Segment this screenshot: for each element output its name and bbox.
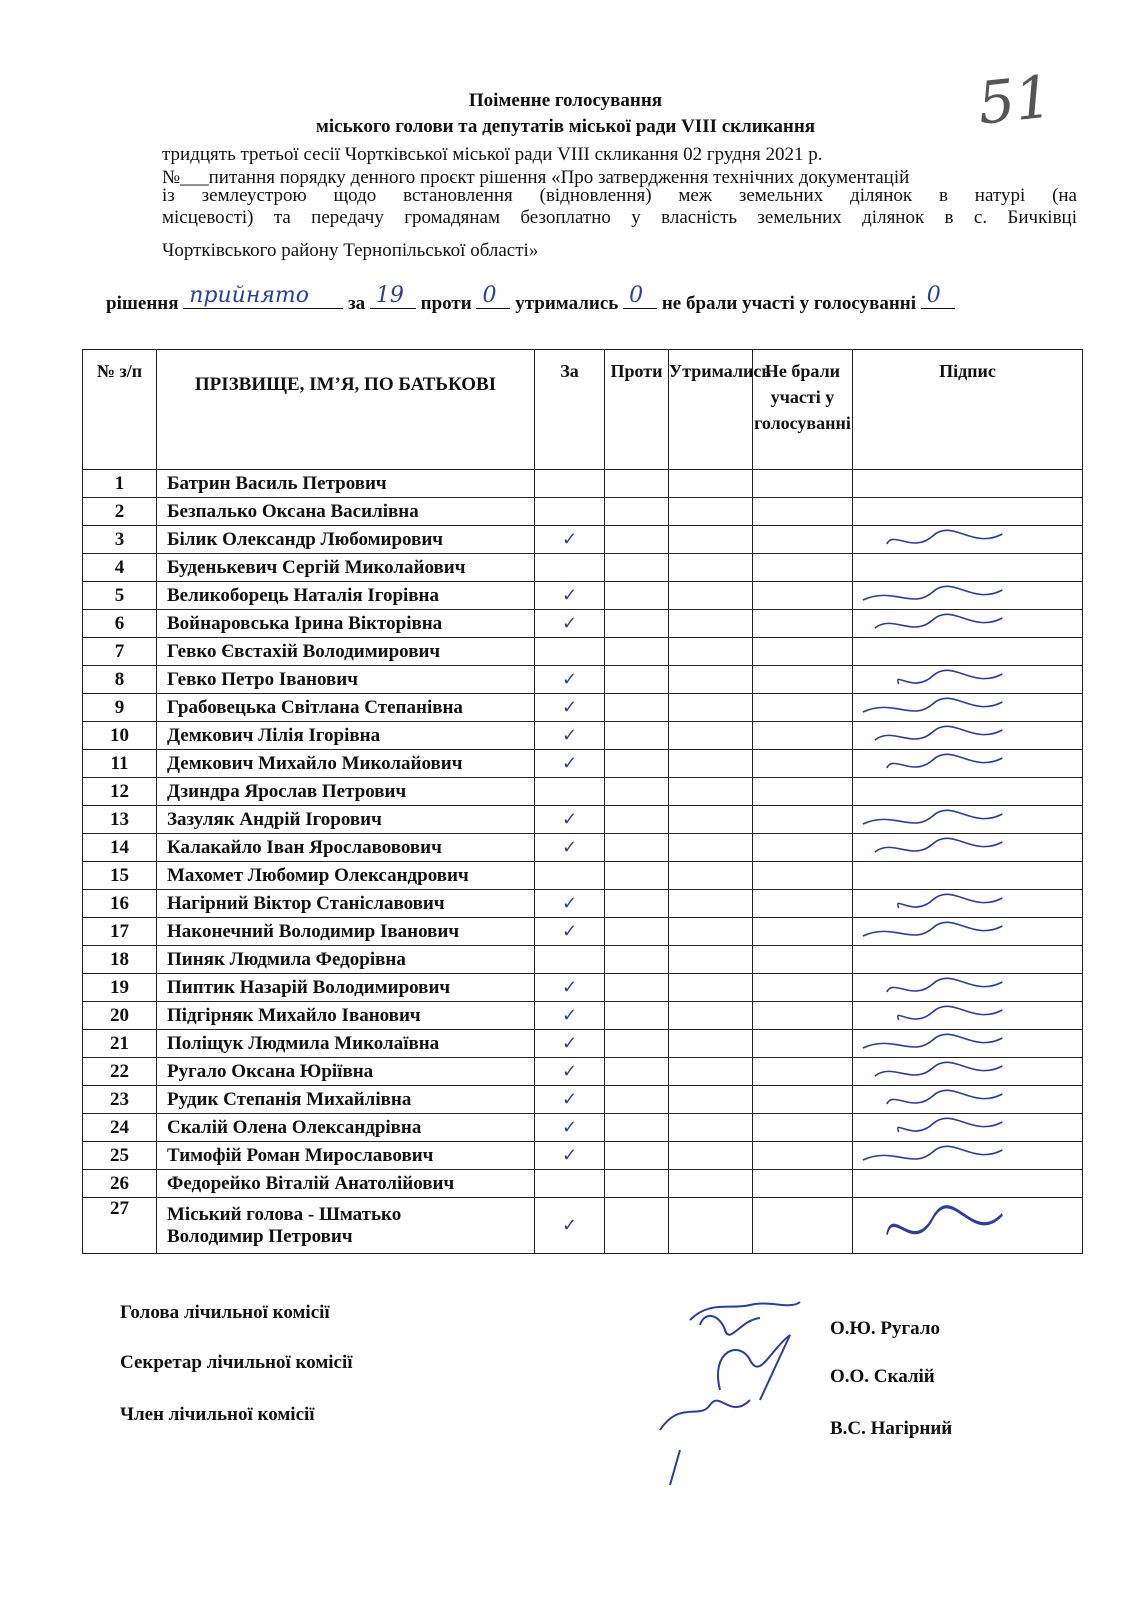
vote-not-participated-cell <box>753 778 853 806</box>
vote-for-cell <box>535 638 605 666</box>
row-name: Білик Олександр Любомирович <box>157 526 535 554</box>
vote-against-cell <box>605 638 669 666</box>
signature-cell <box>853 526 1083 554</box>
signature-cell <box>853 582 1083 610</box>
page-number-handwritten: 51 <box>974 62 1056 138</box>
signature-mark <box>853 722 1082 749</box>
signature-mark <box>853 890 1082 917</box>
signature-mark <box>853 666 1082 693</box>
vote-abstained-cell <box>669 862 753 890</box>
row-name: Пиптик Назарій Володимирович <box>157 974 535 1002</box>
row-number: 8 <box>83 666 157 694</box>
vote-not-participated-cell <box>753 582 853 610</box>
row-number: 4 <box>83 554 157 582</box>
vote-against-cell <box>605 666 669 694</box>
vote-abstained-cell <box>669 1086 753 1114</box>
vote-abstained-cell <box>669 554 753 582</box>
vote-not-participated-cell <box>753 722 853 750</box>
vote-against-cell <box>605 470 669 498</box>
row-number: 5 <box>83 582 157 610</box>
against-count: 0 <box>482 283 497 308</box>
vote-for-cell: ✓ <box>535 1198 605 1254</box>
row-number: 13 <box>83 806 157 834</box>
session-line: тридцять третьої сесії Чортківської міської ради VIII скликання 02 грудня 2021 р. <box>162 144 823 165</box>
abstained-count: 0 <box>629 283 644 308</box>
row-name: Наконечний Володимир Іванович <box>157 918 535 946</box>
row-name: Войнаровська Ірина Вікторівна <box>157 610 535 638</box>
vote-abstained-cell <box>669 1114 753 1142</box>
vote-for-cell: ✓ <box>535 1058 605 1086</box>
signature-mark <box>853 1198 1082 1253</box>
subject-line-2: місцевості) та передачу громадянам безоплатно у власність земельних ділянок в с. Бичківці <box>162 207 1077 228</box>
signature-cell <box>853 694 1083 722</box>
vote-abstained-cell <box>669 946 753 974</box>
vote-for-cell: ✓ <box>535 806 605 834</box>
signature-mark <box>853 582 1082 609</box>
vote-against-cell <box>605 554 669 582</box>
row-number: 24 <box>83 1114 157 1142</box>
decision-value: прийнято <box>189 283 310 308</box>
chair-label: Голова лічильної комісії <box>120 1302 330 1323</box>
signature-cell <box>853 1198 1083 1254</box>
vote-abstained-cell <box>669 722 753 750</box>
vote-for-cell: ✓ <box>535 1086 605 1114</box>
chair-name: О.Ю. Ругало <box>830 1318 940 1339</box>
table-row <box>83 890 1083 918</box>
vote-abstained-cell <box>669 526 753 554</box>
signature-mark <box>853 918 1082 945</box>
signature-mark <box>853 750 1082 777</box>
vote-for-cell <box>535 1170 605 1198</box>
vote-for-cell <box>535 498 605 526</box>
vote-for-cell <box>535 554 605 582</box>
vote-not-participated-cell <box>753 750 853 778</box>
vote-against-cell <box>605 694 669 722</box>
signature-cell <box>853 638 1083 666</box>
vote-against-cell <box>605 890 669 918</box>
question-line: №___питання порядку денного проєкт рішення «Про затвердження технічних документацій <box>162 167 910 188</box>
row-name-line-1: Міський голова - Шматько <box>167 1203 402 1225</box>
table-row <box>83 554 1083 582</box>
for-count: 19 <box>375 283 404 308</box>
vote-against-cell <box>605 946 669 974</box>
vote-not-participated-cell <box>753 470 853 498</box>
row-number: 6 <box>83 610 157 638</box>
row-number: 2 <box>83 498 157 526</box>
row-name: Тимофій Роман Мирославович <box>157 1142 535 1170</box>
row-number: 20 <box>83 1002 157 1030</box>
signature-cell <box>853 862 1083 890</box>
vote-for-cell <box>535 470 605 498</box>
vote-against-cell <box>605 974 669 1002</box>
row-number: 26 <box>83 1170 157 1198</box>
vote-abstained-cell <box>669 1002 753 1030</box>
row-name: Грабовецька Світлана Степанівна <box>157 694 535 722</box>
vote-against-cell <box>605 1142 669 1170</box>
row-name: Великоборець Наталія Ігорівна <box>157 582 535 610</box>
row-number: 22 <box>83 1058 157 1086</box>
row-number: 21 <box>83 1030 157 1058</box>
table-row <box>83 806 1083 834</box>
against-label: проти <box>420 293 472 314</box>
table-row <box>83 918 1083 946</box>
signature-mark <box>853 1142 1082 1169</box>
table-row <box>83 582 1083 610</box>
signature-cell <box>853 498 1083 526</box>
signature-cell <box>853 470 1083 498</box>
vote-against-cell <box>605 1002 669 1030</box>
vote-not-participated-cell <box>753 946 853 974</box>
vote-for-cell <box>535 778 605 806</box>
signature-cell <box>853 1086 1083 1114</box>
vote-not-participated-cell <box>753 638 853 666</box>
row-number: 11 <box>83 750 157 778</box>
signature-cell <box>853 890 1083 918</box>
table-row <box>83 862 1083 890</box>
member-label: Член лічильної комісії <box>120 1404 315 1425</box>
vote-against-cell <box>605 1058 669 1086</box>
row-name: Федорейко Віталій Анатолійович <box>157 1170 535 1198</box>
row-name: Пиняк Людмила Федорівна <box>157 946 535 974</box>
vote-against-cell <box>605 1198 669 1254</box>
not-participated-label: не брали участі у голосуванні <box>661 293 917 314</box>
row-name: Ругало Оксана Юріївна <box>157 1058 535 1086</box>
vote-for-cell: ✓ <box>535 918 605 946</box>
vote-for-cell: ✓ <box>535 974 605 1002</box>
row-number: 7 <box>83 638 157 666</box>
vote-not-participated-cell <box>753 694 853 722</box>
vote-not-participated-cell <box>753 1030 853 1058</box>
decision-summary <box>106 283 955 315</box>
vote-against-cell <box>605 610 669 638</box>
vote-abstained-cell <box>669 694 753 722</box>
header-name: ПРІЗВИЩЕ, ІМ’Я, ПО БАТЬКОВІ <box>157 350 535 470</box>
signature-cell <box>853 1058 1083 1086</box>
signature-mark <box>853 526 1082 553</box>
header-for: За <box>535 350 605 470</box>
vote-abstained-cell <box>669 806 753 834</box>
row-number: 9 <box>83 694 157 722</box>
table-row <box>83 498 1083 526</box>
document-title: Поіменне голосування <box>468 90 663 111</box>
signature-cell <box>853 666 1083 694</box>
signature-cell <box>853 1142 1083 1170</box>
row-name: Нагірний Віктор Станіславович <box>157 890 535 918</box>
table-row <box>83 638 1083 666</box>
vote-for-cell: ✓ <box>535 834 605 862</box>
vote-not-participated-cell <box>753 554 853 582</box>
row-name: Буденькевич Сергій Миколайович <box>157 554 535 582</box>
vote-not-participated-cell <box>753 1002 853 1030</box>
vote-not-participated-cell <box>753 666 853 694</box>
vote-for-cell: ✓ <box>535 1142 605 1170</box>
vote-for-cell: ✓ <box>535 610 605 638</box>
vote-abstained-cell <box>669 1058 753 1086</box>
vote-for-cell: ✓ <box>535 750 605 778</box>
table-row <box>83 750 1083 778</box>
vote-against-cell <box>605 526 669 554</box>
row-name-line-2: Володимир Петрович <box>167 1225 353 1247</box>
signature-mark <box>853 1002 1082 1029</box>
header-against: Проти <box>605 350 669 470</box>
vote-abstained-cell <box>669 1142 753 1170</box>
vote-abstained-cell <box>669 778 753 806</box>
row-name: Демкович Лілія Ігорівна <box>157 722 535 750</box>
row-name <box>157 1198 535 1254</box>
signature-cell <box>853 946 1083 974</box>
vote-not-participated-cell <box>753 526 853 554</box>
table-row <box>83 778 1083 806</box>
header-num: № з/п <box>83 350 157 470</box>
vote-against-cell <box>605 722 669 750</box>
for-label: за <box>348 293 366 314</box>
vote-not-participated-cell <box>753 834 853 862</box>
table-row <box>83 1058 1083 1086</box>
vote-abstained-cell <box>669 582 753 610</box>
signature-mark <box>853 1114 1082 1141</box>
vote-not-participated-cell <box>753 862 853 890</box>
vote-for-cell: ✓ <box>535 1002 605 1030</box>
signature-cell <box>853 722 1083 750</box>
row-name: Гевко Петро Іванович <box>157 666 535 694</box>
signature-mark <box>853 694 1082 721</box>
row-number: 16 <box>83 890 157 918</box>
vote-not-participated-cell <box>753 1142 853 1170</box>
vote-for-cell <box>535 862 605 890</box>
vote-against-cell <box>605 498 669 526</box>
signature-cell <box>853 1114 1083 1142</box>
signature-cell <box>853 750 1083 778</box>
table-row <box>83 666 1083 694</box>
vote-abstained-cell <box>669 470 753 498</box>
vote-abstained-cell <box>669 1170 753 1198</box>
table-row <box>83 946 1083 974</box>
table-row <box>83 1114 1083 1142</box>
row-number: 14 <box>83 834 157 862</box>
table-row <box>83 974 1083 1002</box>
table-row <box>83 1142 1083 1170</box>
subject-line-3: Чортківського району Тернопільської області» <box>162 240 539 261</box>
row-number: 27 <box>83 1198 157 1254</box>
vote-against-cell <box>605 862 669 890</box>
vote-not-participated-cell <box>753 918 853 946</box>
table-row <box>83 470 1083 498</box>
row-number: 23 <box>83 1086 157 1114</box>
row-name: Рудик Степанія Михайлівна <box>157 1086 535 1114</box>
vote-for-cell: ✓ <box>535 694 605 722</box>
signature-mark <box>853 1086 1082 1113</box>
table-row <box>83 1030 1083 1058</box>
vote-abstained-cell <box>669 890 753 918</box>
vote-abstained-cell <box>669 974 753 1002</box>
vote-not-participated-cell <box>753 498 853 526</box>
table-row <box>83 610 1083 638</box>
row-name: Підгірняк Михайло Іванович <box>157 1002 535 1030</box>
vote-against-cell <box>605 778 669 806</box>
row-name: Демкович Михайло Миколайович <box>157 750 535 778</box>
row-number: 17 <box>83 918 157 946</box>
row-name: Скалій Олена Олександрівна <box>157 1114 535 1142</box>
vote-not-participated-cell <box>753 1170 853 1198</box>
row-number: 10 <box>83 722 157 750</box>
vote-against-cell <box>605 834 669 862</box>
signature-cell <box>853 1002 1083 1030</box>
row-name: Безпалько Оксана Василівна <box>157 498 535 526</box>
vote-abstained-cell <box>669 1030 753 1058</box>
decision-label: рішення <box>106 293 179 314</box>
vote-for-cell: ✓ <box>535 1030 605 1058</box>
vote-not-participated-cell <box>753 1058 853 1086</box>
vote-against-cell <box>605 750 669 778</box>
header-abstained: Утримались <box>669 350 753 470</box>
vote-not-participated-cell <box>753 974 853 1002</box>
signature-mark <box>853 610 1082 637</box>
vote-abstained-cell <box>669 638 753 666</box>
row-name: Зазуляк Андрій Ігорович <box>157 806 535 834</box>
vote-against-cell <box>605 1086 669 1114</box>
table-row <box>83 1198 1083 1254</box>
signature-cell <box>853 1170 1083 1198</box>
row-number: 25 <box>83 1142 157 1170</box>
vote-not-participated-cell <box>753 1086 853 1114</box>
vote-abstained-cell <box>669 750 753 778</box>
vote-against-cell <box>605 1030 669 1058</box>
roll-call-table <box>82 349 1083 1254</box>
signature-cell <box>853 918 1083 946</box>
row-number: 1 <box>83 470 157 498</box>
row-name: Махомет Любомир Олександрович <box>157 862 535 890</box>
secretary-name: О.О. Скалій <box>830 1366 935 1387</box>
vote-for-cell: ✓ <box>535 1114 605 1142</box>
header-not-participated: Не брали участі у голосуванні <box>753 350 853 470</box>
vote-abstained-cell <box>669 1198 753 1254</box>
member-name: В.С. Нагірний <box>830 1418 953 1439</box>
signature-mark <box>853 1058 1082 1085</box>
vote-not-participated-cell <box>753 1198 853 1254</box>
vote-abstained-cell <box>669 918 753 946</box>
header-signature: Підпис <box>853 350 1083 470</box>
vote-abstained-cell <box>669 498 753 526</box>
row-number: 18 <box>83 946 157 974</box>
document-subtitle: міського голови та депутатів міської ради VIII скликання <box>315 116 816 137</box>
vote-abstained-cell <box>669 666 753 694</box>
row-number: 15 <box>83 862 157 890</box>
table-row <box>83 526 1083 554</box>
row-name: Дзиндра Ярослав Петрович <box>157 778 535 806</box>
vote-for-cell: ✓ <box>535 666 605 694</box>
signature-cell <box>853 974 1083 1002</box>
vote-for-cell <box>535 946 605 974</box>
vote-against-cell <box>605 806 669 834</box>
row-name: Поліщук Людмила Миколаївна <box>157 1030 535 1058</box>
commission-signatures <box>640 1280 810 1500</box>
signature-cell <box>853 554 1083 582</box>
vote-against-cell <box>605 918 669 946</box>
table-row <box>83 722 1083 750</box>
subject-line-1: із землеустрою щодо встановлення (відновлення) меж земельних ділянок в натурі (на <box>162 185 1077 206</box>
abstained-label: утримались <box>515 293 619 314</box>
row-number: 19 <box>83 974 157 1002</box>
signature-cell <box>853 806 1083 834</box>
table-row <box>83 1170 1083 1198</box>
signature-mark <box>853 1030 1082 1057</box>
vote-not-participated-cell <box>753 610 853 638</box>
vote-for-cell: ✓ <box>535 722 605 750</box>
vote-for-cell: ✓ <box>535 890 605 918</box>
vote-for-cell: ✓ <box>535 582 605 610</box>
vote-not-participated-cell <box>753 1114 853 1142</box>
signature-cell <box>853 834 1083 862</box>
table-row <box>83 834 1083 862</box>
vote-abstained-cell <box>669 610 753 638</box>
row-name: Батрин Василь Петрович <box>157 470 535 498</box>
vote-against-cell <box>605 582 669 610</box>
signature-cell <box>853 778 1083 806</box>
signature-mark <box>853 974 1082 1001</box>
vote-not-participated-cell <box>753 806 853 834</box>
vote-for-cell: ✓ <box>535 526 605 554</box>
table-row <box>83 1002 1083 1030</box>
vote-against-cell <box>605 1114 669 1142</box>
secretary-label: Секретар лічильної комісії <box>120 1352 353 1373</box>
row-name: Гевко Євстахій Володимирович <box>157 638 535 666</box>
signature-cell <box>853 610 1083 638</box>
vote-abstained-cell <box>669 834 753 862</box>
signature-mark <box>853 834 1082 861</box>
table-row <box>83 694 1083 722</box>
row-number: 12 <box>83 778 157 806</box>
vote-against-cell <box>605 1170 669 1198</box>
row-name: Калакайло Іван Ярославовович <box>157 834 535 862</box>
table-row <box>83 1086 1083 1114</box>
signature-mark <box>853 806 1082 833</box>
signature-cell <box>853 1030 1083 1058</box>
row-number: 3 <box>83 526 157 554</box>
vote-not-participated-cell <box>753 890 853 918</box>
not-participated-count: 0 <box>926 283 941 308</box>
